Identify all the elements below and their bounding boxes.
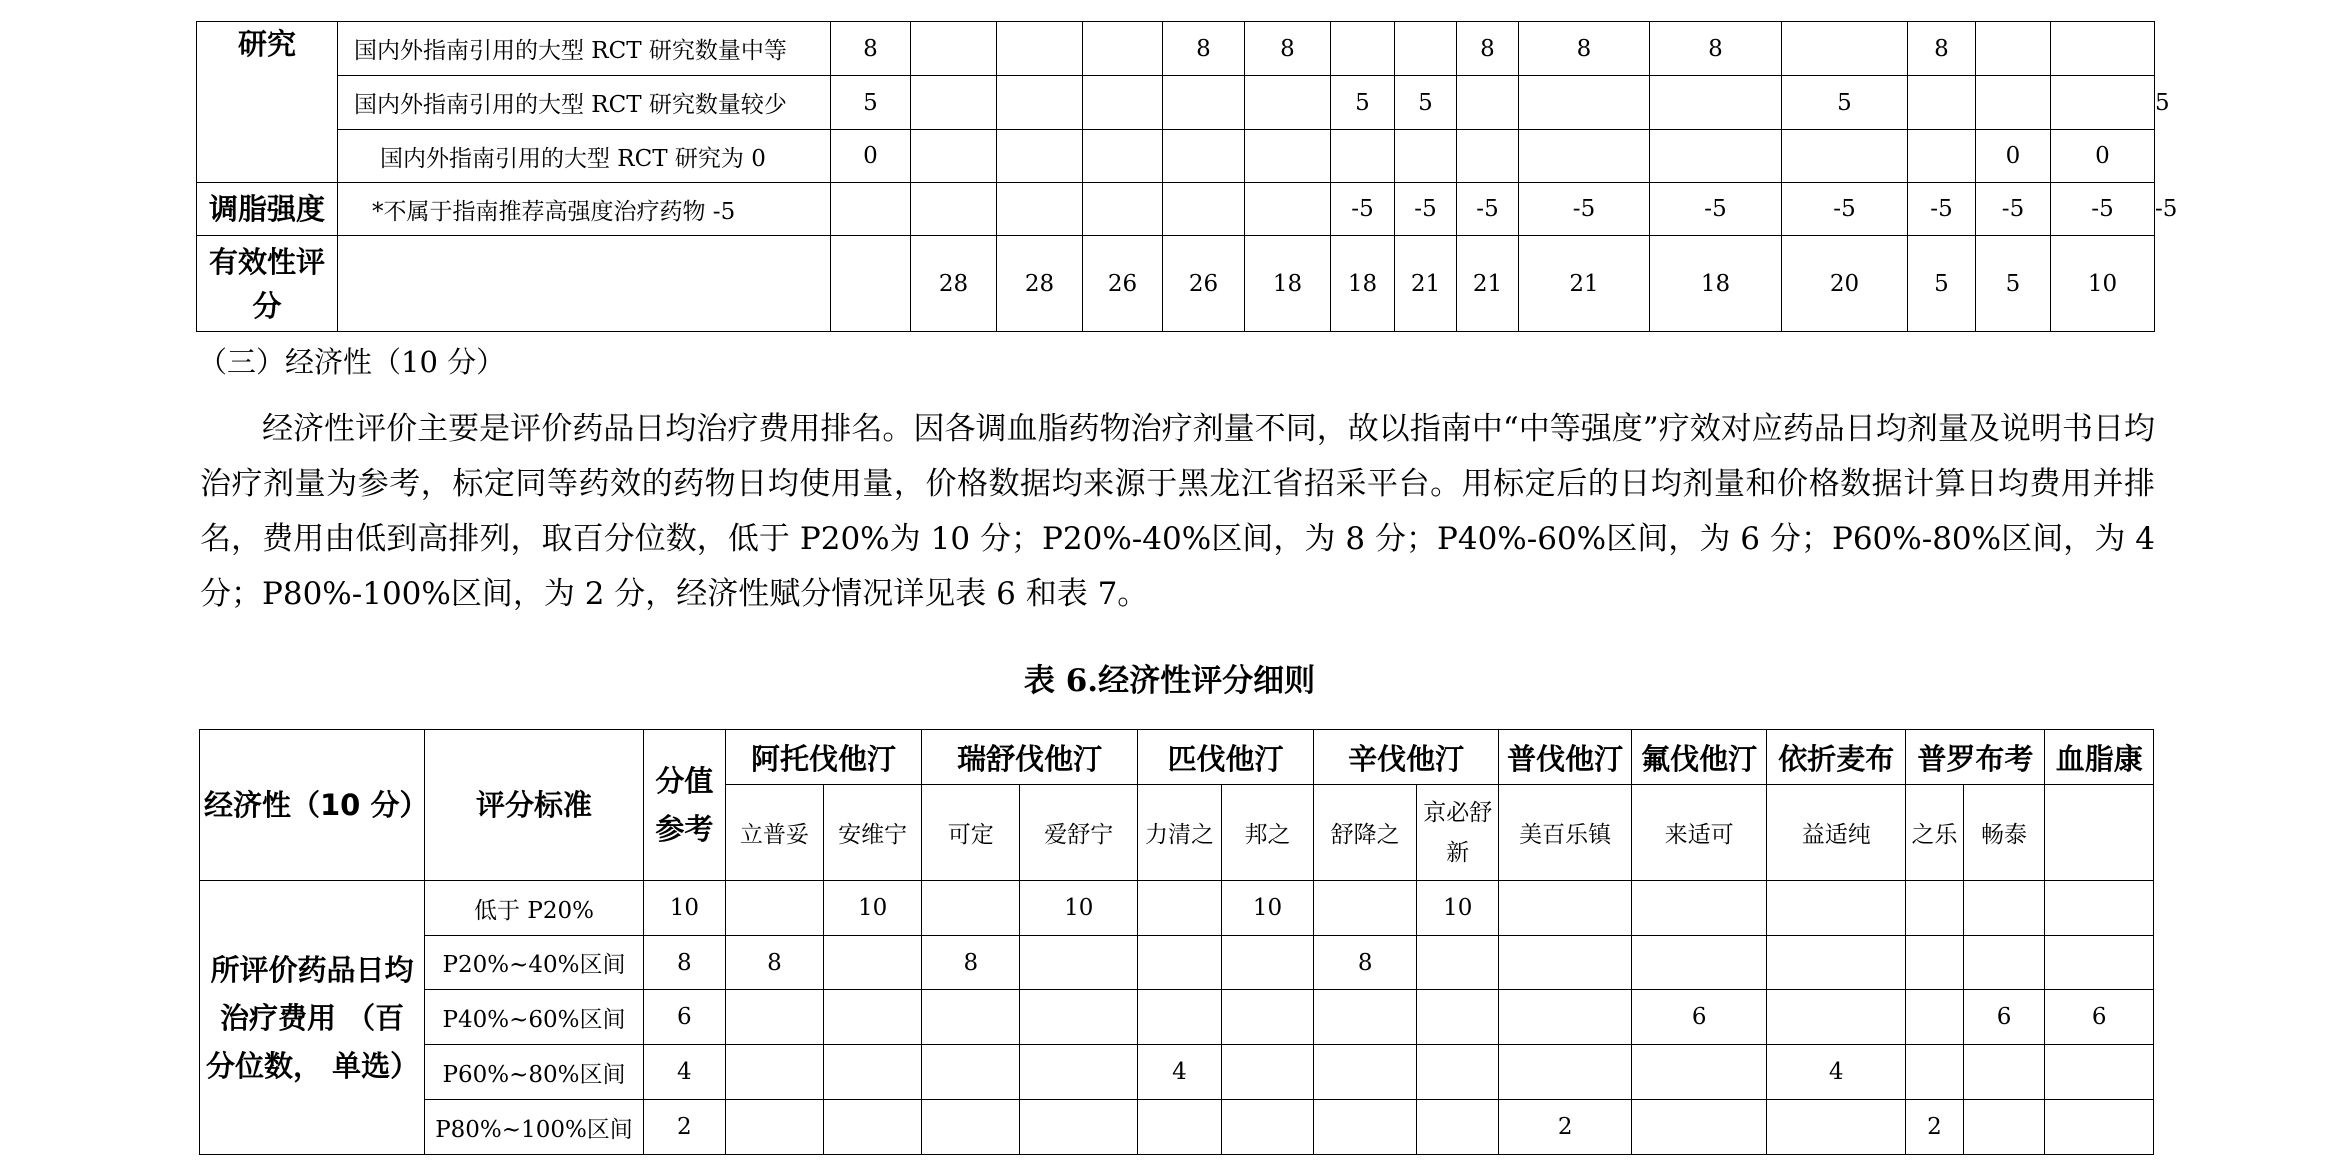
ref-cell: 2 — [643, 1100, 725, 1155]
table-row — [197, 130, 2155, 183]
table-cell: 2 — [1906, 1100, 1963, 1155]
table-cell — [1138, 881, 1222, 936]
table-cell — [1221, 1045, 1313, 1100]
standard-cell: P40%~60%区间 — [425, 990, 644, 1045]
table-cell — [922, 1100, 1020, 1155]
table-cell: 8 — [725, 936, 823, 990]
table-cell: 8 — [1163, 22, 1245, 76]
brand-header: 京必舒新 — [1417, 785, 1499, 881]
table-cell — [1906, 1045, 1963, 1100]
score-cell: 5 — [1908, 236, 1976, 332]
col-header-economy: 经济性（10 分） — [200, 730, 425, 881]
table-cell — [1163, 130, 1245, 183]
table-cell — [1976, 22, 2051, 76]
table-cell — [1395, 22, 1457, 76]
table-cell — [1499, 990, 1632, 1045]
table-cell — [823, 1100, 921, 1155]
table-cell — [997, 22, 1083, 76]
standard-cell: P60%~80%区间 — [425, 1045, 644, 1100]
ref-cell: 4 — [643, 1045, 725, 1100]
generic-header: 匹伐他汀 — [1138, 730, 1314, 785]
table-cell — [1457, 76, 1519, 130]
table-cell — [1138, 936, 1222, 990]
table-cell: 10 — [1417, 881, 1499, 936]
score-cell: 21 — [1519, 236, 1650, 332]
table-cell — [1767, 1100, 1906, 1155]
table-cell — [1163, 183, 1245, 236]
table-cell: 8 — [1245, 22, 1331, 76]
table-cell — [997, 76, 1083, 130]
generic-header: 普伐他汀 — [1499, 730, 1632, 785]
table-cell: 4 — [1767, 1045, 1906, 1100]
generic-header: 依折麦布 — [1767, 730, 1906, 785]
table-cell — [1519, 130, 1650, 183]
table-cell — [2045, 1100, 2154, 1155]
table-cell: 4 — [1138, 1045, 1222, 1100]
table-row — [200, 990, 2154, 1045]
table-cell: 5 — [1331, 76, 1395, 130]
table-row — [200, 730, 2154, 785]
generic-header: 阿托伐他汀 — [725, 730, 921, 785]
table-row: 国内外指南引用的大型 RCT 研究数量较少 5 5 5 5 5 — [197, 76, 2155, 130]
table-cell: 8 — [1908, 22, 1976, 76]
table-caption: 表 6.经济性评分细则 — [1023, 663, 1316, 699]
standard-cell: P20%~40%区间 — [425, 936, 644, 990]
criterion-cell: 国内外指南引用的大型 RCT 研究数量较少 — [338, 76, 831, 130]
table-cell: 5 — [1782, 76, 1908, 130]
table-cell — [1083, 76, 1163, 130]
score-cell: 21 — [1457, 236, 1519, 332]
table-cell: -5 — [1457, 183, 1519, 236]
table-cell: -5 — [1395, 183, 1457, 236]
ref-cell: 0 — [831, 130, 911, 183]
score-cell: 28 — [997, 236, 1083, 332]
table-cell — [1632, 881, 1767, 936]
score-cell: 26 — [1083, 236, 1163, 332]
table-cell — [1632, 936, 1767, 990]
table-cell: 8 — [1519, 22, 1650, 76]
table-cell: 10 — [823, 881, 921, 936]
table-cell — [2045, 881, 2154, 936]
table-cell — [1020, 1100, 1138, 1155]
generic-header: 氟伐他汀 — [1632, 730, 1767, 785]
brand-header: 邦之 — [1221, 785, 1313, 881]
table-cell: 10 — [1020, 881, 1138, 936]
row-group-label: 所评价药品日均治疗费用 （百分位数， 单选） — [200, 881, 425, 1155]
table-cell: 2 — [1499, 1100, 1632, 1155]
table-cell — [1963, 1045, 2045, 1100]
table-cell — [1782, 130, 1908, 183]
table-cell — [1221, 936, 1313, 990]
score-cell: 20 — [1782, 236, 1908, 332]
table-cell — [1963, 1100, 2045, 1155]
table-cell — [1650, 76, 1782, 130]
col-header-ref: 分值参考 — [643, 730, 725, 881]
table-cell — [823, 936, 921, 990]
table-cell: -5 — [1782, 183, 1908, 236]
brand-header: 力清之 — [1138, 785, 1222, 881]
table-cell — [1221, 990, 1313, 1045]
table-cell — [1138, 990, 1222, 1045]
table-cell: 0 — [1976, 130, 2051, 183]
table-cell — [1083, 130, 1163, 183]
score-cell: 28 — [911, 236, 997, 332]
table-cell — [1331, 130, 1395, 183]
table-cell: -5 — [1976, 183, 2051, 236]
paragraph-text: 经济性评价主要是评价药品日均治疗费用排名。因各调血脂药物治疗剂量不同，故以指南中“中等强度”疗效对应药品日均剂量及说明书日均治疗剂量为参考，标定同等药效的药物日均使用量，价格数据均来源于黑龙江省招采平台。用标定后的日均剂量和价格数据计算日均费用并排名，费用由低到高排列，取百分位数，低于 P20%为 10 分；P20%-40%区间，为 8 分；P40%-60%区间，为 6 分；P60%-80%区间，为 4 分；P80%-100%区间，为 2 分，经济性赋分情况详见表 6 和表 7。 — [200, 411, 2155, 612]
table-cell — [1632, 1045, 1767, 1100]
table-cell — [1417, 1100, 1499, 1155]
brand-header: 立普妥 — [725, 785, 823, 881]
table-cell — [1245, 76, 1331, 130]
table-cell — [725, 881, 823, 936]
ref-cell: 8 — [831, 22, 911, 76]
table-cell — [1906, 990, 1963, 1045]
table-cell — [1020, 1045, 1138, 1100]
table-cell — [2045, 1045, 2154, 1100]
brand-header — [2045, 785, 2154, 881]
table-cell: 6 — [2045, 990, 2154, 1045]
table-cell: -5 — [2051, 183, 2155, 236]
table-row — [200, 881, 2154, 936]
table-cell — [1767, 881, 1906, 936]
table-cell — [1331, 22, 1395, 76]
brand-header: 来适可 — [1632, 785, 1767, 881]
standard-cell: 低于 P20% — [425, 881, 644, 936]
table-cell — [1417, 990, 1499, 1045]
table-cell — [1499, 936, 1632, 990]
body-paragraph — [200, 402, 2155, 622]
table-cell — [2051, 76, 2155, 130]
table-cell — [1457, 130, 1519, 183]
table-cell: -5 — [1331, 183, 1395, 236]
table-cell — [1395, 130, 1457, 183]
ref-cell — [831, 183, 911, 236]
table-cell — [1767, 990, 1906, 1045]
table-cell — [922, 990, 1020, 1045]
table-cell — [1499, 1045, 1632, 1100]
table-cell — [1976, 76, 2051, 130]
generic-header: 普罗布考 — [1906, 730, 2045, 785]
group-label-effectiveness-score: 有效性评分 — [197, 236, 338, 332]
table-cell — [725, 990, 823, 1045]
table-cell — [1906, 881, 1963, 936]
economy-scoring-table — [199, 729, 2154, 1155]
generic-header: 血脂康 — [2045, 730, 2154, 785]
table-cell — [1314, 881, 1417, 936]
table-cell — [1083, 183, 1163, 236]
brand-header: 之乐 — [1906, 785, 1963, 881]
score-cell: 26 — [1163, 236, 1245, 332]
table-cell: 8 — [922, 936, 1020, 990]
table-cell — [1963, 936, 2045, 990]
table-cell: 5 — [1395, 76, 1457, 130]
table-cell — [2045, 936, 2154, 990]
criterion-cell: 国内外指南引用的大型 RCT 研究数量中等 — [338, 22, 831, 76]
table-cell: 8 — [1457, 22, 1519, 76]
group-label-lipid-intensity: 调脂强度 — [197, 183, 338, 236]
table-cell — [1906, 936, 1963, 990]
brand-header: 可定 — [922, 785, 1020, 881]
brand-header: 爱舒宁 — [1020, 785, 1138, 881]
table-cell — [1245, 183, 1331, 236]
table-cell: 8 — [1314, 936, 1417, 990]
effectiveness-table — [196, 21, 2178, 332]
score-cell: 18 — [1331, 236, 1395, 332]
criterion-cell: *不属于指南推荐高强度治疗药物 -5 — [338, 183, 831, 236]
table-cell: 8 — [1650, 22, 1782, 76]
table-cell: -5 — [1519, 183, 1650, 236]
criterion-cell: 国内外指南引用的大型 RCT 研究为 0 — [338, 130, 831, 183]
table-cell — [1632, 1100, 1767, 1155]
table-cell — [1650, 130, 1782, 183]
table-cell — [922, 881, 1020, 936]
ref-cell: 6 — [643, 990, 725, 1045]
score-cell: 5 — [1976, 236, 2051, 332]
table-row — [200, 1045, 2154, 1100]
group-label-research: 研究 — [197, 22, 338, 183]
brand-header: 舒降之 — [1314, 785, 1417, 881]
table-cell — [823, 1045, 921, 1100]
table-row — [197, 22, 2155, 76]
table-cell — [1908, 130, 1976, 183]
table-cell — [1221, 1100, 1313, 1155]
table-cell — [725, 1045, 823, 1100]
table-cell — [725, 1100, 823, 1155]
table-row: 调脂强度 *不属于指南推荐高强度治疗药物 -5 -5 -5 -5 -5 -5 -5 -5 -5 -5 -5 — [197, 183, 2155, 236]
table-cell: 6 — [1963, 990, 2045, 1045]
score-cell: 18 — [1650, 236, 1782, 332]
table-row — [200, 936, 2154, 990]
table-cell — [1519, 76, 1650, 130]
generic-header: 瑞舒伐他汀 — [922, 730, 1138, 785]
brand-header: 美百乐镇 — [1499, 785, 1632, 881]
table-cell — [1908, 76, 1976, 130]
table-cell — [1314, 1100, 1417, 1155]
table-cell — [1417, 936, 1499, 990]
table-cell — [1767, 936, 1906, 990]
table-cell — [2051, 22, 2155, 76]
table-cell — [1020, 990, 1138, 1045]
col-header-standard: 评分标准 — [425, 730, 644, 881]
table-cell: 10 — [1221, 881, 1313, 936]
section-title: （三）经济性（10 分） — [198, 345, 506, 379]
table-cell — [1083, 22, 1163, 76]
table-cell — [1314, 1045, 1417, 1100]
table-cell — [1163, 76, 1245, 130]
table-cell — [1417, 1045, 1499, 1100]
table-cell — [997, 130, 1083, 183]
table-cell: 6 — [1632, 990, 1767, 1045]
table-cell — [1314, 990, 1417, 1045]
brand-header: 益适纯 — [1767, 785, 1906, 881]
brand-header: 畅泰 — [1963, 785, 2045, 881]
table-cell: 0 — [2051, 130, 2155, 183]
score-cell: 10 — [2051, 236, 2155, 332]
brand-header: 安维宁 — [823, 785, 921, 881]
table-cell — [1020, 936, 1138, 990]
table-cell — [1963, 881, 2045, 936]
standard-cell: P80%~100%区间 — [425, 1100, 644, 1155]
table-cell — [1138, 1100, 1222, 1155]
generic-header: 辛伐他汀 — [1314, 730, 1499, 785]
table-cell: -5 — [1908, 183, 1976, 236]
table-cell — [922, 1045, 1020, 1100]
table-cell — [1245, 130, 1331, 183]
table-cell — [997, 183, 1083, 236]
table-row — [200, 1100, 2154, 1155]
score-cell: 21 — [1395, 236, 1457, 332]
ref-cell: 5 — [831, 76, 911, 130]
table-cell — [1782, 22, 1908, 76]
table-cell — [1499, 881, 1632, 936]
table-row — [197, 236, 2155, 332]
score-cell: 18 — [1245, 236, 1331, 332]
table-cell: -5 — [1650, 183, 1782, 236]
ref-cell: 10 — [643, 881, 725, 936]
ref-cell: 8 — [643, 936, 725, 990]
table-cell — [823, 990, 921, 1045]
